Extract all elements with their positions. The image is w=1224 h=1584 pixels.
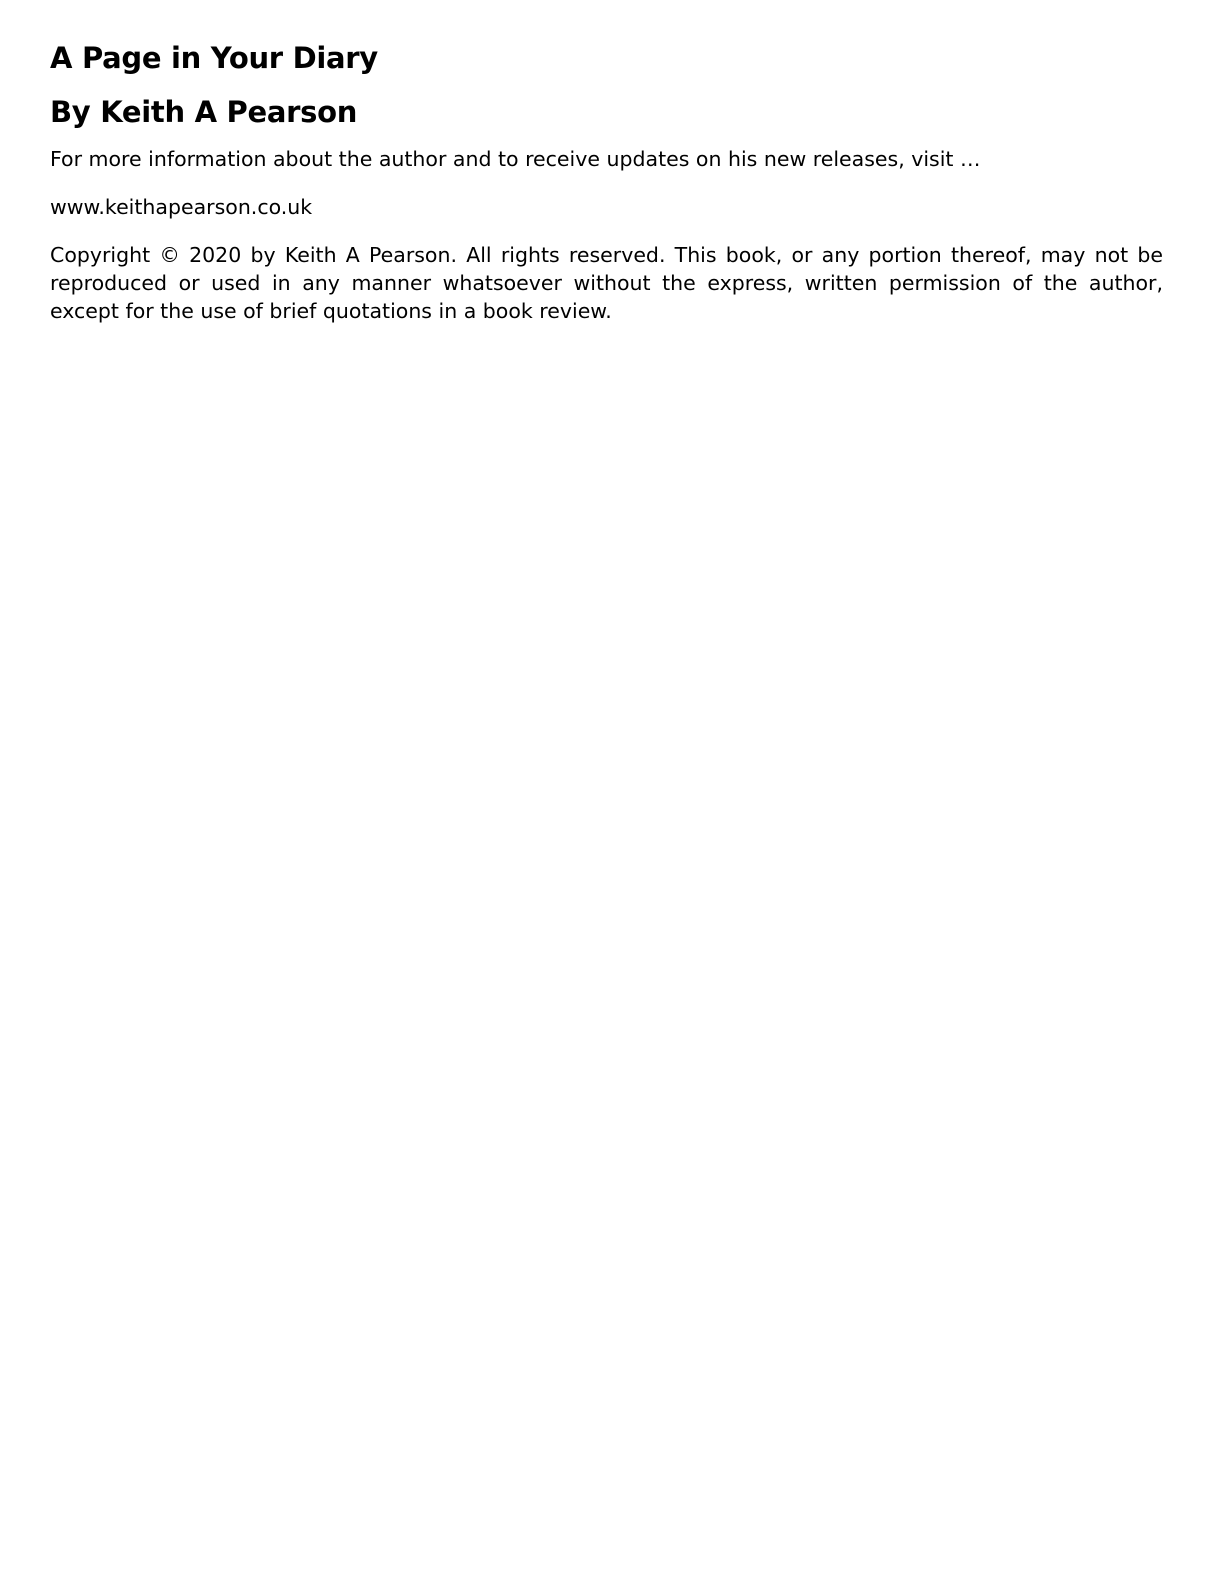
author-website: www.keithapearson.co.uk xyxy=(50,195,313,219)
document-page xyxy=(50,38,1163,325)
copyright-notice: Copyright © 2020 by Keith A Pearson. All rights reserved. This book, or any portion thereof, may not be reproduced or used in any manner whatsoever without the express, written permission of the author, except for the use of brief quotations in a book review. xyxy=(50,243,1163,323)
book-title: A Page in Your Diary xyxy=(50,41,378,75)
author-info-text: For more information about the author and to receive updates on his new releases, visit … xyxy=(50,147,981,171)
author-byline: By Keith A Pearson xyxy=(50,95,358,129)
